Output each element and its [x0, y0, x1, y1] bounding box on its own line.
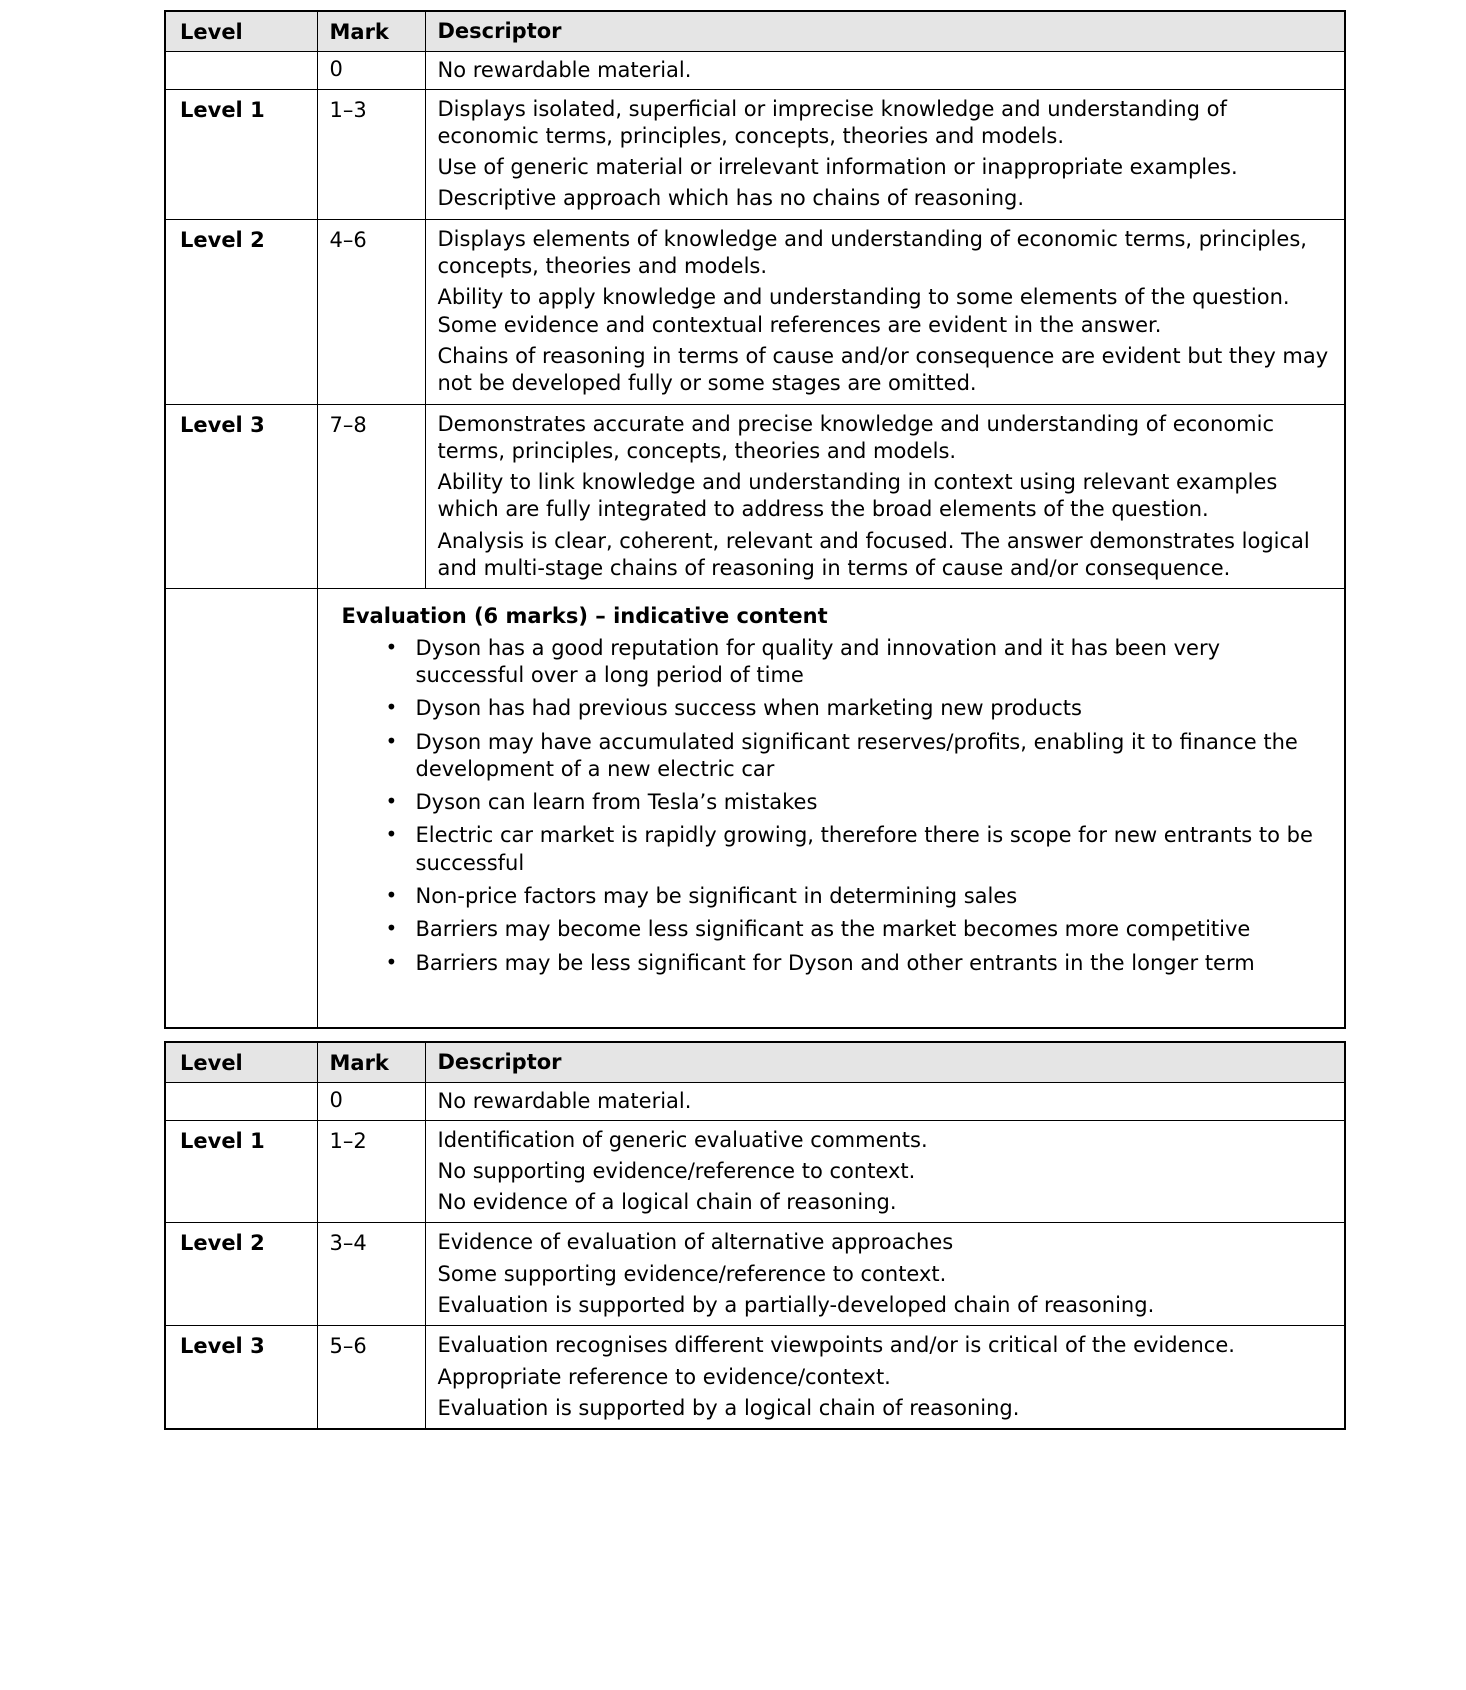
- mark-scheme-table-knowledge: [164, 10, 1346, 1029]
- descriptor-paragraph: No evidence of a logical chain of reasoning.: [437, 1190, 897, 1215]
- indicative-content-spacer: [342, 983, 1325, 1013]
- table-row: [165, 89, 1345, 219]
- descriptor-paragraph: No rewardable material.: [437, 58, 692, 83]
- cell-descriptor: [425, 1223, 1345, 1326]
- cell-mark: 7–8: [317, 404, 425, 589]
- column-header-mark: Mark: [317, 1042, 425, 1083]
- list-item: • Dyson can learn from Tesla’s mistakes: [386, 789, 1325, 816]
- descriptor-paragraph: No rewardable material.: [437, 1089, 692, 1114]
- descriptor-paragraph: Displays isolated, superficial or imprecise knowledge and understanding of economic terms, principles, concepts, theories and models.: [437, 96, 1227, 148]
- descriptor-paragraph: Chains of reasoning in terms of cause and/or consequence are evident but they may not be developed fully or some stages are omitted.: [437, 343, 1329, 396]
- list-item: • Dyson may have accumulated significant reserves/profits, enabling it to finance the development of a new electric car: [386, 729, 1325, 784]
- cell-mark: 0: [317, 1083, 425, 1120]
- cell-level: [165, 52, 317, 89]
- table-header-row: [165, 1042, 1345, 1083]
- descriptor-paragraph: Ability to apply knowledge and understanding to some elements of the question. Some evidence and contextual references are evident in the answer.: [437, 285, 1290, 337]
- descriptor-paragraph: Descriptive approach which has no chains of reasoning.: [437, 186, 1025, 211]
- cell-level: Level 1: [165, 1120, 317, 1223]
- cell-level: [165, 1083, 317, 1120]
- cell-mark: 0: [317, 52, 425, 89]
- descriptor-paragraph: Evaluation is supported by a logical chain of reasoning.: [437, 1395, 1020, 1420]
- cell-level-empty: [165, 589, 317, 1028]
- table-row: [165, 1120, 1345, 1223]
- cell-descriptor: [425, 404, 1345, 589]
- cell-descriptor: [425, 219, 1345, 404]
- cell-mark: 3–4: [317, 1223, 425, 1326]
- descriptor-paragraph: Evaluation recognises different viewpoints and/or is critical of the evidence.: [437, 1333, 1235, 1358]
- table-row: [165, 404, 1345, 589]
- indicative-content-title: Evaluation (6 marks) – indicative content: [341, 604, 828, 629]
- list-item: • Non-price factors may be significant in determining sales: [386, 883, 1325, 910]
- descriptor-paragraph: Use of generic material or irrelevant information or inappropriate examples.: [437, 155, 1238, 180]
- table-row: [165, 1223, 1345, 1326]
- cell-mark: 1–2: [317, 1120, 425, 1223]
- cell-descriptor: [425, 1120, 1345, 1223]
- table-row: [165, 219, 1345, 404]
- cell-level: Level 1: [165, 89, 317, 219]
- cell-level: Level 3: [165, 404, 317, 589]
- descriptor-paragraph: Evidence of evaluation of alternative approaches: [437, 1230, 954, 1255]
- indicative-content-list: [342, 635, 1325, 977]
- list-item: • Barriers may become less significant as the market becomes more competitive: [386, 916, 1325, 943]
- cell-descriptor: [425, 52, 1345, 89]
- cell-indicative-content: [317, 589, 1345, 1028]
- table-gap: [0, 1029, 1466, 1041]
- cell-descriptor: [425, 1326, 1345, 1429]
- cell-level: Level 2: [165, 219, 317, 404]
- table-header-row: [165, 11, 1345, 52]
- cell-mark: 5–6: [317, 1326, 425, 1429]
- descriptor-paragraph: Analysis is clear, coherent, relevant and focused. The answer demonstrates logical and multi-stage chains of reasoning in terms of cause and/or consequence.: [437, 528, 1310, 581]
- descriptor-paragraph: Identification of generic evaluative comments.: [437, 1127, 928, 1152]
- descriptor-paragraph: Some supporting evidence/reference to context.: [437, 1261, 947, 1286]
- descriptor-paragraph: No supporting evidence/reference to context.: [437, 1158, 916, 1183]
- cell-mark: 4–6: [317, 219, 425, 404]
- table-row: [165, 1326, 1345, 1429]
- mark-scheme-table-evaluation: [164, 1041, 1346, 1430]
- indicative-content-row: [165, 589, 1345, 1028]
- column-header-mark: Mark: [317, 11, 425, 52]
- table-row: [165, 52, 1345, 89]
- cell-mark: 1–3: [317, 89, 425, 219]
- descriptor-paragraph: Appropriate reference to evidence/context.: [437, 1364, 891, 1389]
- list-item: • Dyson has had previous success when marketing new products: [386, 695, 1325, 722]
- descriptor-paragraph: Displays elements of knowledge and understanding of economic terms, principles, concepts, theories and models.: [437, 226, 1307, 279]
- list-item: • Electric car market is rapidly growing, therefore there is scope for new entrants to be successful: [386, 822, 1325, 877]
- column-header-descriptor: Descriptor: [425, 11, 1345, 52]
- list-item: • Dyson has a good reputation for quality and innovation and it has been very successful over a long period of time: [386, 635, 1325, 690]
- cell-level: Level 2: [165, 1223, 317, 1326]
- cell-descriptor: [425, 89, 1345, 219]
- list-item: • Barriers may be less significant for Dyson and other entrants in the longer term: [386, 950, 1325, 977]
- column-header-level: Level: [165, 11, 317, 52]
- column-header-descriptor: Descriptor: [425, 1042, 1345, 1083]
- descriptor-paragraph: Ability to link knowledge and understanding in context using relevant examples which are fully integrated to address the broad elements of the question.: [437, 470, 1278, 522]
- cell-descriptor: [425, 1083, 1345, 1120]
- table-row: [165, 1083, 1345, 1120]
- descriptor-paragraph: Evaluation is supported by a partially-developed chain of reasoning.: [437, 1292, 1155, 1317]
- column-header-level: Level: [165, 1042, 317, 1083]
- cell-level: Level 3: [165, 1326, 317, 1429]
- descriptor-paragraph: Demonstrates accurate and precise knowledge and understanding of economic terms, principles, concepts, theories and models.: [437, 411, 1275, 463]
